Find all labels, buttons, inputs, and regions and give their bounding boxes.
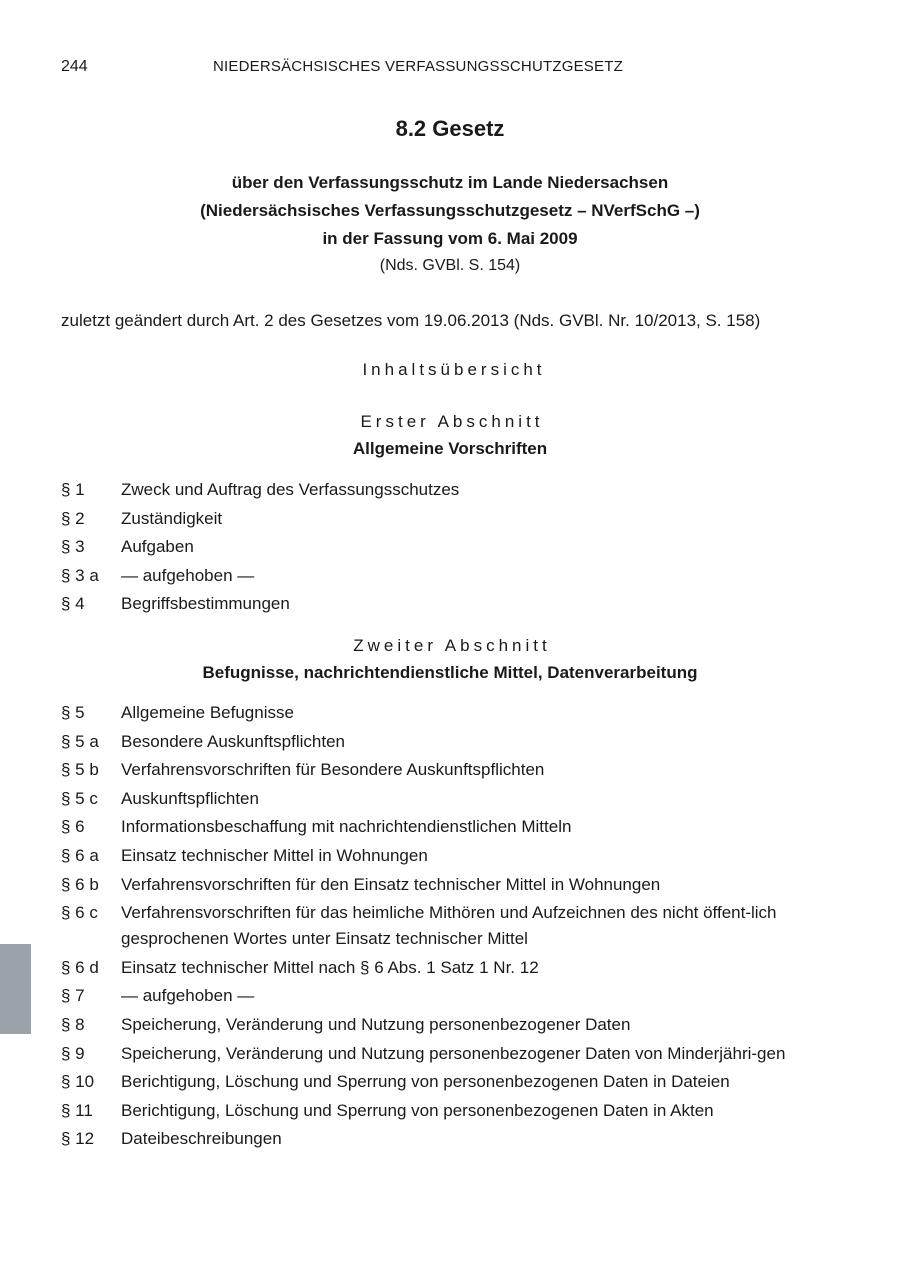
toc-entry[interactable] bbox=[61, 563, 821, 589]
entry-title: Zweck und Auftrag des Verfassungsschutzes bbox=[121, 480, 460, 499]
entry-number: § 5 b bbox=[61, 760, 99, 780]
entry-title: Einsatz technischer Mittel nach § 6 Abs. 1 Satz 1 Nr. 12 bbox=[121, 957, 539, 977]
chapter-edge-tab bbox=[0, 944, 31, 1034]
toc-list-section-1 bbox=[61, 477, 821, 620]
entry-number: § 6 b bbox=[61, 874, 99, 894]
entry-number: § 4 bbox=[61, 594, 85, 614]
entry-title: Informationsbeschaffung mit nachrichtendienstlichen Mitteln bbox=[121, 817, 572, 837]
amendment-note: zuletzt geändert durch Art. 2 des Gesetzes vom 19.06.2013 (Nds. GVBl. Nr. 10/2013, S. 158) bbox=[61, 311, 761, 330]
entry-title: — aufgehoben — bbox=[121, 986, 255, 1006]
subtitle-line-4: (Nds. GVBl. S. 154) bbox=[379, 257, 521, 274]
toc-entry[interactable] bbox=[61, 700, 821, 726]
toc-list-section-2 bbox=[61, 700, 821, 1155]
entry-title: Speicherung, Veränderung und Nutzung personenbezogener Daten bbox=[121, 1014, 631, 1034]
entry-number: § 6 bbox=[61, 817, 85, 837]
entry-title: Verfahrensvorschriften für Besondere Auskunftspflichten bbox=[121, 760, 545, 780]
entry-number: § 6 d bbox=[61, 957, 99, 977]
toc-entry[interactable] bbox=[61, 1041, 821, 1067]
subtitle-line-1: über den Verfassungsschutz im Lande Niedersachsen bbox=[231, 173, 669, 192]
toc-entry[interactable] bbox=[61, 1012, 821, 1038]
entry-number: § 6 c bbox=[61, 903, 98, 923]
toc-entry[interactable] bbox=[61, 1126, 821, 1152]
entry-title: Berichtigung, Löschung und Sperrung von personenbezogenen Daten in Dateien bbox=[121, 1072, 730, 1092]
entry-title: — aufgehoben — bbox=[121, 565, 255, 585]
toc-heading: Inhaltsübersicht bbox=[362, 360, 546, 379]
section-title: Allgemeine Vorschriften bbox=[352, 439, 548, 458]
toc-entry[interactable] bbox=[61, 506, 821, 532]
entry-title: Besondere Auskunftspflichten bbox=[121, 731, 345, 751]
entry-number: § 11 bbox=[61, 1100, 93, 1120]
entry-number: § 8 bbox=[61, 1014, 85, 1034]
toc-entry[interactable] bbox=[61, 477, 821, 503]
toc-entry[interactable] bbox=[61, 534, 821, 560]
toc-entry[interactable] bbox=[61, 983, 821, 1009]
entry-title: Verfahrensvorschriften für den Einsatz technischer Mittel in Wohnungen bbox=[121, 874, 661, 894]
toc-entry[interactable] bbox=[61, 1069, 821, 1095]
toc-entry[interactable] bbox=[61, 872, 821, 898]
entry-title: Einsatz technischer Mittel in Wohnungen bbox=[121, 845, 428, 865]
entry-number: § 6 a bbox=[61, 845, 99, 865]
entry-number: § 3 a bbox=[61, 565, 99, 585]
entry-number: § 12 bbox=[61, 1129, 95, 1149]
entry-title: Dateibeschreibungen bbox=[121, 1129, 282, 1149]
entry-number: § 3 bbox=[61, 537, 85, 557]
toc-entry[interactable] bbox=[61, 1098, 821, 1124]
entry-title: Verfahrensvorschriften für das heimliche Mithören und Aufzeichnen des nicht öffent-lich gesprochenen Wortes unter Einsatz technischer Mittel bbox=[121, 903, 777, 949]
page-number: 244 bbox=[61, 58, 88, 75]
section-label: Erster Abschnitt bbox=[360, 412, 544, 431]
toc-entry[interactable] bbox=[61, 900, 821, 952]
entry-number: § 9 bbox=[61, 1043, 85, 1063]
toc-entry[interactable] bbox=[61, 955, 821, 981]
entry-number: § 1 bbox=[61, 480, 85, 499]
section-label: Zweiter Abschnitt bbox=[353, 636, 551, 655]
entry-title: Allgemeine Befugnisse bbox=[121, 703, 294, 722]
document-title: 8.2 Gesetz bbox=[395, 116, 505, 141]
entry-title: Zuständigkeit bbox=[121, 508, 223, 528]
toc-entry[interactable] bbox=[61, 843, 821, 869]
subtitle-line-2: (Niedersächsisches Verfassungsschutzgesetz – NVerfSchG –) bbox=[200, 201, 700, 220]
toc-entry[interactable] bbox=[61, 591, 821, 617]
entry-title: Speicherung, Veränderung und Nutzung personenbezogener Daten von Minderjähri-gen bbox=[121, 1043, 786, 1063]
toc-entry[interactable] bbox=[61, 786, 821, 812]
entry-title: Auskunftspflichten bbox=[121, 788, 259, 808]
entry-number: § 5 a bbox=[61, 731, 99, 751]
entry-number: § 5 bbox=[61, 703, 85, 722]
entry-title: Berichtigung, Löschung und Sperrung von personenbezogenen Daten in Akten bbox=[121, 1100, 714, 1120]
toc-entry[interactable] bbox=[61, 729, 821, 755]
entry-title: Begriffsbestimmungen bbox=[121, 594, 290, 614]
toc-entry[interactable] bbox=[61, 757, 821, 783]
subtitle-line-3: in der Fassung vom 6. Mai 2009 bbox=[322, 229, 578, 248]
entry-number: § 5 c bbox=[61, 788, 98, 808]
entry-number: § 10 bbox=[61, 1072, 95, 1092]
section-title: Befugnisse, nachrichtendienstliche Mittel, Datenverarbeitung bbox=[202, 663, 698, 682]
entry-number: § 2 bbox=[61, 508, 85, 528]
toc-entry[interactable] bbox=[61, 814, 821, 840]
running-head: NIEDERSÄCHSISCHES VERFASSUNGSSCHUTZGESETZ bbox=[213, 58, 623, 75]
entry-number: § 7 bbox=[61, 986, 85, 1006]
entry-title: Aufgaben bbox=[121, 537, 194, 557]
